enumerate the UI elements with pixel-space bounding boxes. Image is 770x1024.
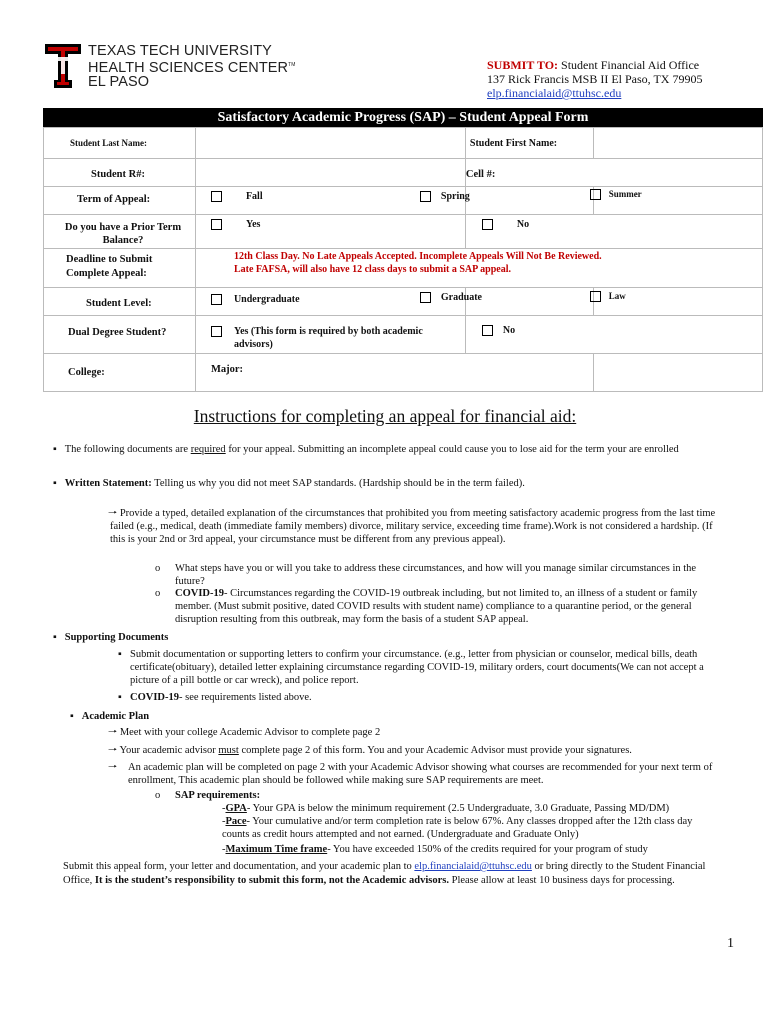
circle-bullet-icon: o xyxy=(155,563,161,574)
org-name xyxy=(88,44,296,89)
spring-checkbox[interactable] xyxy=(420,191,431,202)
supporting-docs-bullet: ▪ Supporting Documents xyxy=(53,632,169,643)
sub-item-steps: o What steps have you or will you take to address these circumstances, and how will you manage similar circumstances in the future? xyxy=(155,563,697,587)
org-line-3: EL PASO xyxy=(88,73,150,90)
sap-gpa-item: -GPA- Your GPA is below the minimum requirement (2.5 Undergraduate, 3.0 Graduate, Passing MD/DM) xyxy=(222,803,670,814)
form-title: Satisfactory Academic Progress (SAP) – Student Appeal Form xyxy=(43,108,763,127)
square-bullet-icon: ▪ xyxy=(118,692,122,703)
prior-no-checkbox[interactable] xyxy=(482,219,493,230)
submit-to-block xyxy=(487,58,702,100)
first-name-field[interactable] xyxy=(593,128,762,159)
supporting-docs-item-1: ▪ Submit documentation or supporting letters to confirm your circumstance. (e.g., letter from physician or counselor, medical bills, death certificate(obituary), detailed letter explaining circumstance regarding COVID-19, military orders, court documents(We can not accept a picture of a pill bottle or car wreck), and police report. xyxy=(118,649,704,686)
submit-office: Student Financial Aid Office xyxy=(558,58,700,72)
dual-yes-label: Yes (This form is required by both academic advisors) xyxy=(233,326,423,350)
fall-option-label: Fall xyxy=(245,191,263,202)
arrow-icon: 🠒 xyxy=(108,508,118,519)
sub-item-covid: o COVID-19- Circumstances regarding the COVID-19 outbreak including, but not limited to, an illness of a student or family member. (Must submit positive, dated COVID results with student name) compliance to a quarantine period, or the general disruption resulting from this outbreak, may form the basis of a student SAP appeal. xyxy=(155,588,698,625)
undergraduate-label: Undergraduate xyxy=(233,294,300,305)
prior-no-label: No xyxy=(516,219,530,230)
closing-paragraph: Submit this appeal form, your letter and documentation, and your academic plan to elp.financialaid@ttuhsc.edu or bring directly to the Student Financial Office, It is the student’s responsibility to submit this form, not the Academic advisors. Please allow at least 10 business days for processing. xyxy=(63,861,706,886)
graduate-checkbox[interactable] xyxy=(420,292,431,303)
first-name-label: Student First Name: xyxy=(469,138,558,149)
arrow-icon: 🠒 xyxy=(108,727,118,738)
spring-option-label: Spring xyxy=(440,191,470,202)
last-name-field[interactable] xyxy=(195,128,465,159)
submit-address: 137 Rick Francis MSB II El Paso, TX 79905 xyxy=(487,72,703,86)
last-name-label: Student Last Name: xyxy=(70,138,148,148)
academic-plan-item-2: 🠒 Your academic advisor must complete page 2 of this form. You and your Academic Advisor must provide your signatures. xyxy=(108,745,632,756)
required-docs-bullet: ▪ The following documents are required for your appeal. Submitting an incomplete appeal could cause you to lose aid for the term your are enrolled xyxy=(53,444,679,455)
prior-balance-label: Do you have a Prior Term Balance? xyxy=(64,222,182,246)
major-field[interactable] xyxy=(593,354,762,392)
dual-no-checkbox[interactable] xyxy=(482,325,493,336)
academic-plan-item-3: 🠒 An academic plan will be completed on page 2 with your Academic Advisor showing what courses are recommended for your next term of enrollment, This academic plan should be followed while making sure SAP requirements are meet. xyxy=(108,762,713,786)
deadline-text-1: 12th Class Day. No Late Appeals Accepted. Incomplete Appeals Will Not Be Reviewed. xyxy=(233,251,602,262)
bullet-icon: ▪ xyxy=(53,478,57,489)
appeal-form-table xyxy=(43,127,763,392)
arrow-icon: 🠒 xyxy=(108,762,118,773)
trademark-mark: TM xyxy=(288,62,296,68)
org-line-2: HEALTH SCIENCES CENTER xyxy=(88,59,289,76)
r-number-field[interactable] xyxy=(195,159,465,187)
sap-requirements-label: o SAP requirements: xyxy=(155,790,261,801)
written-statement-bullet: ▪ Written Statement: Telling us why you did not meet SAP standards. (Hardship should be in the term failed). xyxy=(53,478,525,489)
page-number: 1 xyxy=(727,936,734,951)
undergraduate-checkbox[interactable] xyxy=(211,294,222,305)
supporting-docs-item-2: ▪ COVID-19- see requirements listed above. xyxy=(118,692,312,703)
major-label: Major: xyxy=(210,364,244,375)
square-bullet-icon: ▪ xyxy=(70,711,74,722)
bullet-icon: ▪ xyxy=(53,444,57,455)
college-label: College: xyxy=(68,367,105,378)
law-checkbox[interactable] xyxy=(590,291,601,302)
term-label: Term of Appeal: xyxy=(77,194,151,205)
org-line-1: TEXAS TECH UNIVERSITY xyxy=(88,43,272,59)
dual-yes-checkbox[interactable] xyxy=(211,326,222,337)
fall-checkbox[interactable] xyxy=(211,191,222,202)
closing-email-link[interactable]: elp.financialaid@ttuhsc.edu xyxy=(414,861,532,872)
bullet-icon: ▪ xyxy=(53,632,57,643)
circle-bullet-icon: o xyxy=(155,790,161,801)
double-t-logo xyxy=(45,44,81,88)
square-bullet-icon: ▪ xyxy=(118,649,122,660)
deadline-text-2: Late FAFSA, will also have 12 class days to submit a SAP appeal. xyxy=(233,264,512,275)
submit-to-label: SUBMIT TO: xyxy=(487,58,559,72)
dual-degree-label: Dual Degree Student? xyxy=(68,327,167,338)
deadline-label: Deadline to Submit Complete Appeal: xyxy=(66,254,153,279)
summer-option-label: Summer xyxy=(608,189,642,199)
circle-bullet-icon: o xyxy=(155,588,161,599)
dual-no-label: No xyxy=(502,325,516,336)
graduate-label: Graduate xyxy=(440,292,482,303)
sap-max-time-item: -Maximum Time frame- You have exceeded 150% of the credits required for your program of study xyxy=(222,844,648,855)
student-level-label: Student Level: xyxy=(86,298,152,309)
r-number-label: Student R#: xyxy=(91,169,145,180)
cell-label: Cell #: xyxy=(465,169,496,180)
arrow-icon: 🠒 xyxy=(108,745,118,756)
academic-plan-item-1: 🠒 Meet with your college Academic Advisor to complete page 2 xyxy=(108,727,381,738)
law-label: Law xyxy=(608,291,626,301)
submit-email-link[interactable]: elp.financialaid@ttuhsc.edu xyxy=(487,86,622,100)
instructions-heading: Instructions for completing an appeal for financial aid: xyxy=(193,406,577,426)
summer-checkbox[interactable] xyxy=(590,189,601,200)
academic-plan-bullet: ▪ Academic Plan xyxy=(70,711,150,722)
arrow-item-explanation: 🠒 Provide a typed, detailed explanation of the circumstances that prohibited you from meeting satisfactory academic progress from the last time failed (e.g., medical, death (immediate family members) divorce, military service, exceeding time frame).Work is not considered a hardship. (If this is your 2nd or 3rd appeal, your circumstance must be different from any previous appeal). xyxy=(108,508,716,545)
prior-yes-label: Yes xyxy=(245,219,261,230)
prior-yes-checkbox[interactable] xyxy=(211,219,222,230)
sap-pace-item: -Pace- Your cumulative and/or term completion rate is below 67%. Any classes dropped after the 12th class day counts as credit hours attempted and not earned. (Undergraduate and Graduate Only) xyxy=(222,816,693,840)
